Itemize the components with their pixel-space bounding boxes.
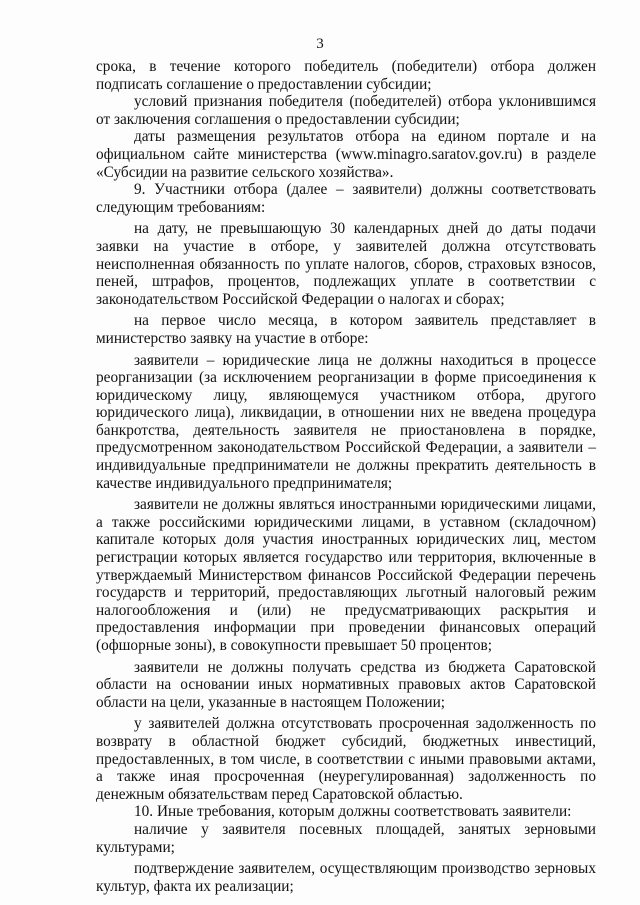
paragraph: наличие у заявителя посевных площадей, занятых зерновыми культурами; — [96, 820, 596, 856]
page-number: 3 — [316, 36, 324, 52]
paragraph: подтверждение заявителем, осуществляющим производство зерновых культур, факта их реализации; — [96, 860, 596, 895]
paragraph: 10. Иные требования, которым должны соответствовать заявители: — [134, 803, 572, 821]
paragraph: 9. Участники отбора (далее – заявители) должны соответствовать следующим требованиям: — [96, 181, 596, 216]
paragraph: заявители – юридические лица не должны находиться в процессе реорганизации (за исключением реорганизации в форме присоединения к юридическому лицу, являющемуся участником отбора, другого юридического лица), ликвидации, в отношении них не введена процедура банкротства, деятельность заявителя не приостановлена в порядке, предусмотренном законодательством Российской Федерации, а заявители – индивидуальные предприниматели не должны прекратить деятельность в качестве индивидуального предпринимателя; — [96, 351, 596, 492]
paragraph: срока, в течение которого победитель (победители) отбора должен подписать соглашение о предоставлении субсидии; — [96, 58, 596, 93]
paragraph: на первое число месяца, в котором заявитель представляет в министерство заявку на участие в отборе: — [96, 312, 596, 347]
paragraph: заявители не должны получать средства из бюджета Саратовской области на основании иных нормативных правовых актов Саратовской области на цели, указанные в настоящем Положении; — [96, 658, 596, 711]
paragraph: заявители не должны являться иностранными юридическими лицами, а также российскими юридическими лицами, в уставном (складочном) капитале которых доля участия иностранных юридических лиц, местом регистрации которых является государство или территория, включенные в утверждаемый Министерством финансов Российской Федерации перечень государств и территорий, предоставляющих льготный налоговый режим налогообложения и (или) не предусматривающих раскрытия и предоставления информации при проведении финансовых операций (офшорные зоны), в совокупности превышает 50 процентов; — [96, 496, 596, 654]
paragraph: условий признания победителя (победителей) отбора уклонившимся от заключения соглашения о предоставлении субсидии; — [96, 93, 596, 128]
document-body — [96, 58, 596, 895]
paragraph: на дату, не превышающую 30 календарных дней до даты подачи заявки на участие в отборе, у заявителей должна отсутствовать неисполненная обязанность по уплате налогов, сборов, страховых взносов, пеней, штрафов, процентов, подлежащих уплате в соответствии с законодательством Российской Федерации о налогах и сборах; — [96, 220, 596, 308]
paragraph: даты размещения результатов отбора на едином портале и на официальном сайте министерства (www.minagro.saratov.gov.ru) в разделе «Субсидии на развитие сельского хозяйства». — [96, 128, 596, 181]
paragraph: у заявителей должна отсутствовать просроченная задолженность по возврату в областной бюджет субсидий, бюджетных инвестиций, предоставленных, в том числе, в соответствии с иными правовыми актами, а также иная просроченная (неурегулированная) задолженность по денежным обязательствам перед Саратовской областью. — [96, 715, 596, 803]
